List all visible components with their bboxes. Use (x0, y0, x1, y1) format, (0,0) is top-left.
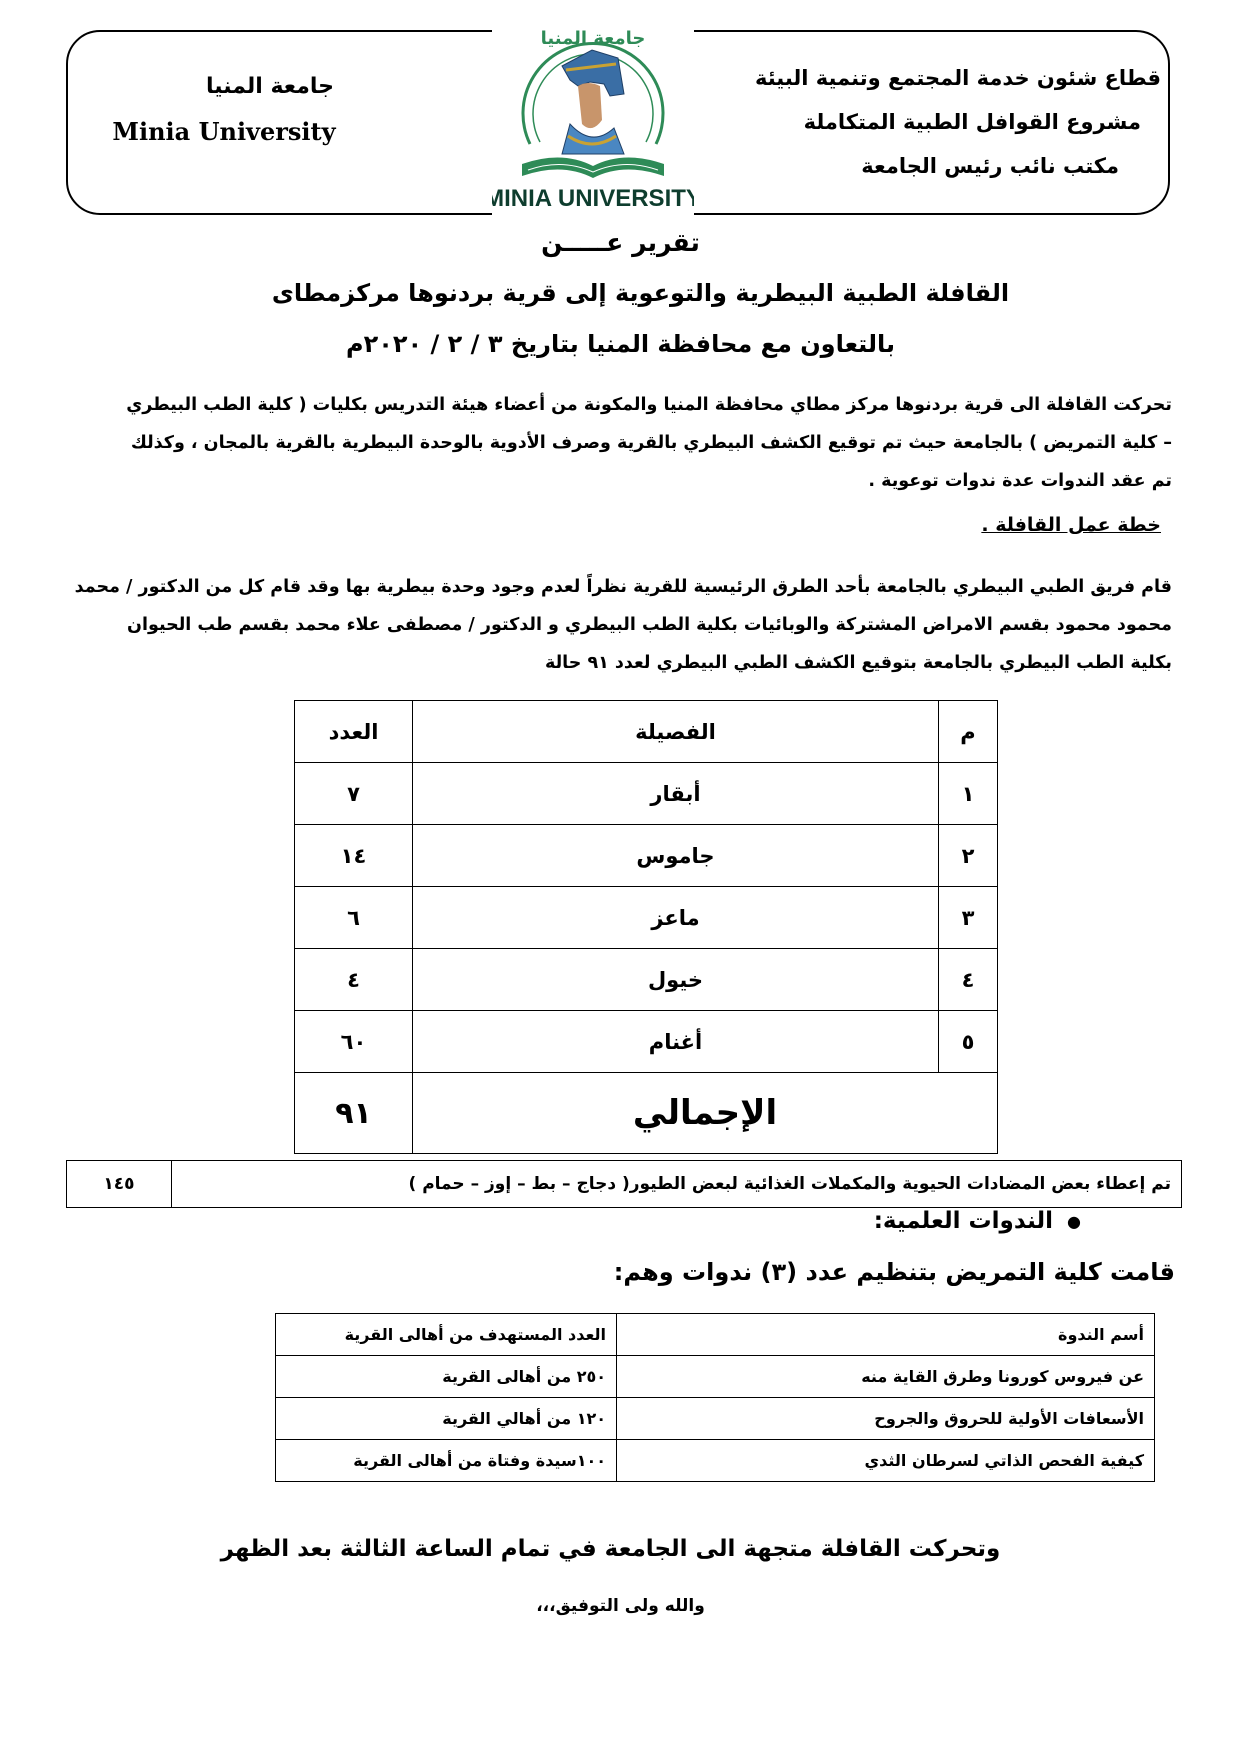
row-number: ١ (939, 763, 998, 825)
seminars-heading-text: الندوات العلمية: (873, 1208, 1054, 1234)
row-species: خيول (413, 949, 939, 1011)
table-row (295, 763, 998, 825)
plan-heading: خطة عمل القافلة . (981, 514, 1161, 536)
bullet-icon: ● (1067, 1212, 1081, 1231)
intro-line: – كلية التمريض ) بالجامعة حيث تم توقيع الكشف البيطري بالقرية وصرف الأدوية بالوحدة البيطرية بالقرية بالمجان ، وكذلك (130, 433, 1172, 453)
org-line-office: مكتب نائب رئيس الجامعة (861, 154, 1119, 178)
closing-signoff: والله ولى التوفيق،،، (536, 1596, 705, 1616)
row-count: ١٤ (295, 825, 413, 887)
org-line-project: مشروع القوافل الطبية المتكاملة (803, 110, 1141, 134)
seminars-intro: قامت كلية التمريض بتنظيم عدد (٣) ندوات وهم: (613, 1258, 1175, 1286)
birds-treatment-text: تم إعطاء بعض المضادات الحيوية والمكملات الغذائية لبعض الطيور( دجاج – بط – إوز – حمام ) (172, 1161, 1182, 1208)
total-value: ٩١ (295, 1073, 413, 1154)
row-species: ماعز (413, 887, 939, 949)
table-row (295, 887, 998, 949)
birds-treatment-table (66, 1160, 1182, 1208)
logo-top-text: جامعة المنيا (540, 28, 646, 49)
row-count: ٧ (295, 763, 413, 825)
seminar-name: عن فيروس كورونا وطرق القاية منه (617, 1356, 1155, 1398)
intro-line: تحركت القافلة الى قرية بردنوها مركز مطاي محافظة المنيا والمكونة من أعضاء هيئة التدريس بكليات ( كلية الطب البيطري (126, 395, 1172, 415)
header-count: العدد (295, 701, 413, 763)
row-number: ٥ (939, 1011, 998, 1073)
table-row (276, 1356, 1155, 1398)
row-species: أبقار (413, 763, 939, 825)
seminar-target: ١٢٠ من أهالي القرية (276, 1398, 617, 1440)
table-total-row (295, 1073, 998, 1154)
birds-count: ١٤٥ (67, 1161, 172, 1208)
header-seminar-name: أسم الندوة (617, 1314, 1155, 1356)
university-logo-icon (492, 24, 694, 216)
header-species: الفصيلة (413, 701, 939, 763)
university-name-en: Minia University (112, 117, 336, 146)
row-count: ٦٠ (295, 1011, 413, 1073)
seminars-heading (874, 1208, 1081, 1234)
table-row (276, 1398, 1155, 1440)
table-row (276, 1440, 1155, 1482)
plan-paragraph (74, 568, 1172, 682)
seminar-target: ٢٥٠ من أهالى القرية (276, 1356, 617, 1398)
closing-line: وتحركت القافلة متجهة الى الجامعة في تمام الساعة الثالثة بعد الظهر (220, 1536, 1001, 1562)
seminar-name: كيفية الفحص الذاتي لسرطان الثدي (617, 1440, 1155, 1482)
intro-line: تم عقد الندوات عدة ندوات توعوية . (868, 471, 1172, 491)
university-logo (492, 24, 694, 216)
row-number: ٢ (939, 825, 998, 887)
table-header-row (295, 701, 998, 763)
veterinary-cases-table (294, 700, 998, 1154)
row-count: ٦ (295, 887, 413, 949)
report-subtitle-village: القافلة الطبية البيطرية والتوعوية إلى قرية بردنوها مركزمطاى (271, 279, 1010, 307)
seminars-table (275, 1313, 1155, 1482)
row-species: جاموس (413, 825, 939, 887)
university-name-ar: جامعة المنيا (206, 74, 334, 99)
intro-paragraph (74, 386, 1172, 500)
table-row (67, 1161, 1182, 1208)
report-subtitle-date: بالتعاون مع محافظة المنيا بتاريخ ٣ / ٢ / ٢٠٢٠م (346, 330, 895, 358)
plan-line: محمود محمود بقسم الامراض المشتركة والوبائيات بكلية الطب البيطري و الدكتور / مصطفى علاء محمد بقسم طب الحيوان (127, 615, 1172, 635)
plan-line: بكلية الطب البيطري بالجامعة بتوقيع الكشف الطبي البيطري لعدد ٩١ حالة (545, 653, 1172, 673)
row-number: ٣ (939, 887, 998, 949)
logo-bottom-text: MINIA UNIVERSITY (492, 185, 694, 212)
seminar-target: ١٠٠سيدة وفتاة من أهالى القرية (276, 1440, 617, 1482)
total-label: الإجمالي (413, 1073, 998, 1154)
header-number: م (939, 701, 998, 763)
row-species: أغنام (413, 1011, 939, 1073)
row-number: ٤ (939, 949, 998, 1011)
table-row (295, 825, 998, 887)
seminar-name: الأسعافات الأولية للحروق والجروح (617, 1398, 1155, 1440)
table-header-row (276, 1314, 1155, 1356)
table-row (295, 1011, 998, 1073)
report-title: تقرير عـــــن (541, 228, 700, 257)
row-count: ٤ (295, 949, 413, 1011)
org-line-sector: قطاع شئون خدمة المجتمع وتنمية البيئة (754, 66, 1161, 90)
table-row (295, 949, 998, 1011)
header-target-audience: العدد المستهدف من أهالى القرية (276, 1314, 617, 1356)
plan-line: قام فريق الطبي البيطري بالجامعة بأحد الطرق الرئيسية للقرية نظراً لعدم وجود وحدة بيطرية بها وقد قام كل من الدكتور / محمد (74, 577, 1172, 597)
